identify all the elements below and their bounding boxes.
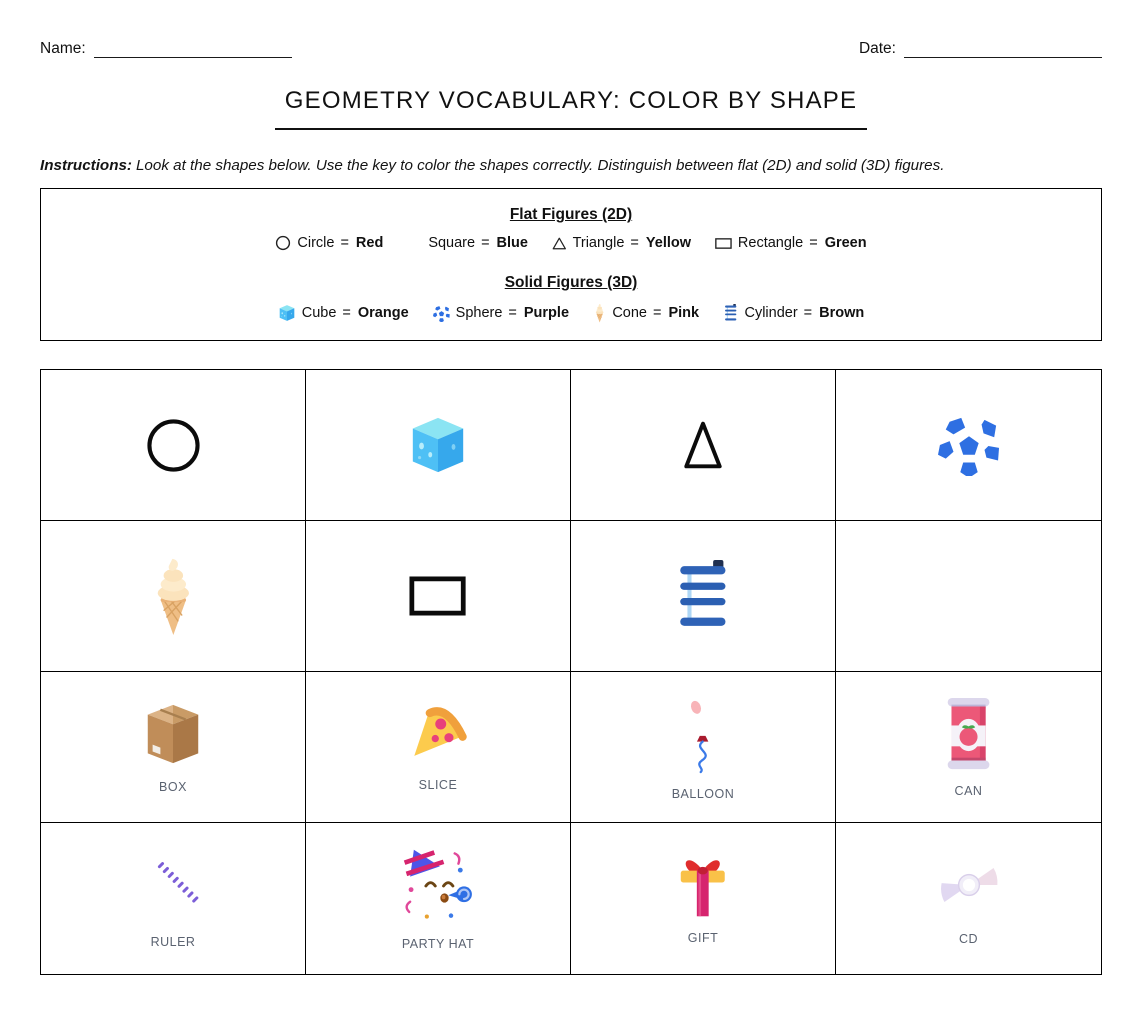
equals-sign: = <box>508 305 517 321</box>
key-color-word: Pink <box>668 305 700 321</box>
equals-sign: = <box>803 305 813 321</box>
key-item-circle <box>275 235 383 251</box>
cone-icon <box>593 303 606 323</box>
cell-label: SLICE <box>418 777 458 792</box>
triangle-outline-icon <box>677 419 729 471</box>
key-color-word: Blue <box>496 235 528 251</box>
ice-cube-icon <box>407 414 469 476</box>
name-line <box>94 42 292 58</box>
flat-figures-row <box>275 235 866 251</box>
equals-sign: = <box>809 235 818 251</box>
date-line <box>904 42 1102 58</box>
triangle-icon <box>552 237 567 250</box>
cell-label: GIFT <box>687 931 719 945</box>
solid-figures-heading: Solid Figures (3D) <box>504 274 638 291</box>
grid-cell-circle-outline <box>41 370 306 521</box>
key-color-word: Yellow <box>645 235 692 251</box>
title-wrap <box>40 87 1102 130</box>
key-shape-name: Cube <box>301 305 337 321</box>
flat-figures-heading: Flat Figures (2D) <box>509 206 633 223</box>
key-shape-name: Triangle <box>572 235 625 251</box>
grid-cell-can <box>836 672 1101 823</box>
pizza-slice-icon <box>407 703 469 765</box>
grid-cell-ice-cube <box>306 370 571 521</box>
ruler-icon <box>136 848 210 922</box>
square-icon <box>407 236 422 251</box>
key-color-word: Red <box>355 235 384 251</box>
key-item-sphere <box>433 305 569 322</box>
equals-sign: = <box>481 235 490 251</box>
name-label: Name: <box>40 40 86 57</box>
grid-cell-ice-cream <box>41 521 306 672</box>
header-row <box>40 0 1102 58</box>
key-color-word: Orange <box>357 305 409 321</box>
cylinder-icon <box>723 304 738 322</box>
cube-icon <box>278 304 296 322</box>
key-item-cone <box>593 303 699 323</box>
key-shape-name: Cone <box>612 305 647 321</box>
canned-food-icon <box>942 697 995 771</box>
cell-label: CAN <box>954 783 983 798</box>
circle-outline-icon <box>145 417 202 474</box>
name-field <box>40 40 292 58</box>
key-item-cube <box>278 304 409 322</box>
sphere-icon <box>433 305 450 322</box>
cell-label: CD <box>958 932 979 946</box>
cell-label: RULER <box>150 935 196 949</box>
grid-cell-balloon <box>571 672 836 823</box>
key-item-rectangle <box>715 235 867 251</box>
key-shape-name: Square <box>428 235 476 251</box>
key-shape-name: Sphere <box>455 305 503 321</box>
rectangle-icon <box>715 238 732 249</box>
grid-cell-soccer-ball <box>836 370 1101 521</box>
grid-cell-box <box>41 672 306 823</box>
date-label: Date: <box>858 40 896 57</box>
equals-sign: = <box>652 305 662 321</box>
cell-label: BALLOON <box>671 786 735 801</box>
equals-sign: = <box>630 235 639 251</box>
rectangle-outline-icon <box>409 576 466 616</box>
key-shape-name: Circle <box>297 235 335 251</box>
key-item-cylinder <box>723 304 864 322</box>
balloon-icon <box>676 694 729 774</box>
key-color-word: Green <box>824 235 867 251</box>
date-field <box>859 40 1102 58</box>
key-color-word: Brown <box>819 305 865 321</box>
instructions <box>40 157 1102 174</box>
grid-cell-gift <box>571 823 836 974</box>
solid-figures-row <box>278 303 864 323</box>
oil-drum-icon <box>672 560 734 632</box>
key-item-square <box>407 235 528 251</box>
key-color-word: Purple <box>523 305 570 321</box>
soccer-ball-icon <box>938 414 1000 476</box>
color-key-box <box>40 188 1102 341</box>
shape-grid <box>40 369 1102 975</box>
grid-cell-triangle-outline <box>571 370 836 521</box>
page-title: GEOMETRY VOCABULARY: COLOR BY SHAPE <box>275 87 867 130</box>
equals-sign: = <box>340 235 349 251</box>
key-shape-name: Cylinder <box>744 305 798 321</box>
grid-cell-barrel <box>571 521 836 672</box>
key-item-triangle <box>552 235 691 251</box>
equals-sign: = <box>342 305 351 321</box>
circle-icon <box>275 235 291 251</box>
ice-cream-cone-icon <box>146 555 201 637</box>
grid-cell-rectangle-outline <box>306 521 571 672</box>
party-face-icon <box>399 846 477 924</box>
grid-cell-slice <box>306 672 571 823</box>
instructions-text: Look at the shapes below. Use the key to color the shapes correctly. Distinguish between flat (2D) and solid (3D) figures. <box>135 157 945 174</box>
cd-icon <box>935 851 1003 919</box>
grid-cell-lavender-square <box>836 521 1101 672</box>
purple-square-icon <box>938 565 1000 627</box>
grid-cell-cd <box>836 823 1101 974</box>
cell-label: PARTY HAT <box>401 937 475 951</box>
grid-cell-party-hat <box>306 823 571 974</box>
grid-cell-ruler <box>41 823 306 974</box>
instructions-label: Instructions: <box>40 157 132 174</box>
cell-label: BOX <box>159 779 187 794</box>
key-shape-name: Rectangle <box>737 235 804 251</box>
gift-icon <box>674 852 732 918</box>
package-box-icon <box>140 701 206 767</box>
